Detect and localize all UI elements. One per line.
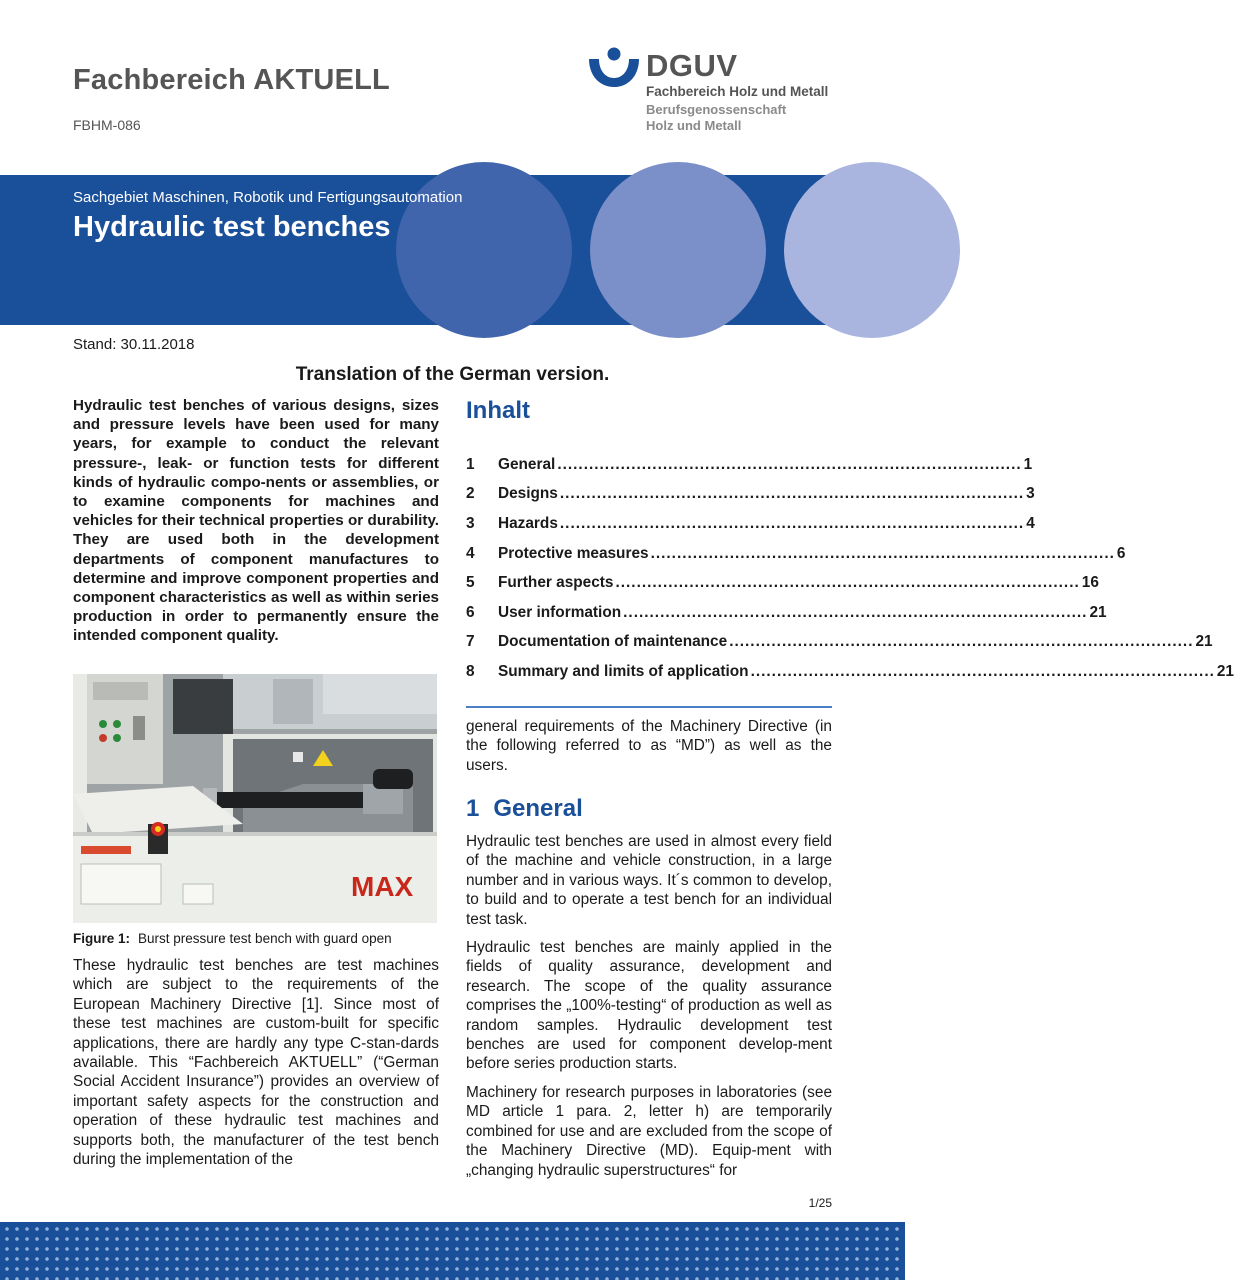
toc-item-number: 2 xyxy=(466,485,475,503)
figure-photo xyxy=(73,674,437,923)
toc-leader-dots: ........................................................................................ xyxy=(623,603,1088,621)
banner-subtitle: Sachgebiet Maschinen, Robotik und Fertigungsautomation xyxy=(73,189,463,206)
toc-item-page: 16 xyxy=(1081,574,1099,592)
title-banner xyxy=(0,175,905,325)
toc-item-further-aspects[interactable] xyxy=(466,568,1099,598)
toc-leader-dots: ........................................................................................ xyxy=(729,633,1194,651)
footer-dotted-band xyxy=(0,1222,905,1280)
test-bench-illustration xyxy=(73,674,437,923)
logo-line-3: Holz und Metall xyxy=(646,118,742,133)
toc-leader-dots: ........................................................................................ xyxy=(650,544,1115,562)
section-number: 1 xyxy=(466,795,480,822)
body-paragraph: Hydraulic test benches are used in almost every field of the machine and vehicle construction, in a large number and in various ways. It´s common to develop, to build and to operate a test bench for an individual test task. xyxy=(466,833,832,928)
toc-item-number: 4 xyxy=(466,544,475,562)
table-of-contents xyxy=(466,450,1234,687)
banner-circle-3 xyxy=(784,162,960,338)
document-header-title: Fachbereich AKTUELL xyxy=(73,64,390,96)
document-code: FBHM-086 xyxy=(73,117,141,133)
toc-divider xyxy=(466,706,832,708)
toc-item-page: 4 xyxy=(1026,514,1035,532)
figure-caption xyxy=(73,931,439,946)
section-general-body xyxy=(466,832,832,1189)
intro-paragraph: Hydraulic test benches of various designs, sizes and pressure levels have been used for many years, for example to conduct the relevant pressure-, leak- or function tests for different kinds of hydraulic compo-nents or assemblies, or to examine components for machines and vehicles for their technical properties or durability. They are used both in the development departments of component manufactures to determine and improve component properties and component characteristics as well as within series production in order to permanently ensure the intended component quality. xyxy=(73,397,439,645)
logo-line-2: Berufsgenossenschaft xyxy=(646,102,787,117)
body-paragraph: Machinery for research purposes in laboratories (see MD article 1 para. 2, letter h) are temporarily combined for use and are excluded from the scope of the Machinery Directive (MD). Equip-ment with „changing hydraulic superstructures“ for xyxy=(466,1083,832,1179)
toc-leader-dots: ........................................................................................ xyxy=(750,662,1215,680)
toc-item-number: 6 xyxy=(466,603,475,621)
dguv-figure-icon xyxy=(586,46,642,90)
toc-item-title: User information xyxy=(498,603,622,621)
toc-leader-dots: ........................................................................................ xyxy=(615,574,1080,592)
section-heading-general xyxy=(466,795,597,823)
toc-item-user-information[interactable] xyxy=(466,598,1107,628)
toc-item-page: 21 xyxy=(1216,662,1234,680)
toc-item-hazards[interactable] xyxy=(466,509,1035,539)
toc-item-title: Documentation of maintenance xyxy=(498,633,728,651)
banner-title: Hydraulic test benches xyxy=(73,211,391,243)
toc-item-number: 1 xyxy=(466,455,475,473)
toc-item-page: 21 xyxy=(1195,633,1213,651)
toc-heading: Inhalt xyxy=(466,397,530,424)
toc-item-documentation-of-maintenance[interactable] xyxy=(466,628,1213,658)
document-date: Stand: 30.11.2018 xyxy=(73,336,195,353)
body-paragraph: Hydraulic test benches are mainly applied in the fields of quality assurance, development and research. The scope of the quality assurance comprises the „100%-testing“ of production as well as random samples. Hydraulic development test benches are used for component develop-ment before series production starts. xyxy=(466,939,832,1073)
toc-item-title: General xyxy=(498,455,556,473)
toc-item-title: Hazards xyxy=(498,514,558,532)
toc-item-designs[interactable] xyxy=(466,480,1035,510)
figure-caption-text: Burst pressure test bench with guard open xyxy=(138,931,392,946)
logo-brand: DGUV xyxy=(646,48,738,83)
machine-brand-text: MAX xyxy=(351,871,414,902)
section-title: General xyxy=(493,795,583,822)
toc-item-title: Protective measures xyxy=(498,544,649,562)
toc-leader-dots: ........................................................................................ xyxy=(559,514,1025,532)
figure-label: Figure 1: xyxy=(73,931,131,946)
toc-item-summary[interactable] xyxy=(466,657,1234,687)
toc-item-general[interactable] xyxy=(466,450,1033,480)
translation-note: Translation of the German version. xyxy=(295,364,610,385)
toc-item-number: 5 xyxy=(466,574,475,592)
continuation-paragraph: general requirements of the Machinery Directive (in the following referred to as “MD”) as well as the users. xyxy=(466,718,832,774)
logo-line-1: Fachbereich Holz und Metall xyxy=(646,84,829,99)
toc-item-number: 8 xyxy=(466,662,475,680)
toc-item-number: 7 xyxy=(466,633,475,651)
toc-item-page: 21 xyxy=(1089,603,1107,621)
toc-item-title: Summary and limits of application xyxy=(498,662,749,680)
toc-item-page: 6 xyxy=(1116,544,1126,562)
banner-circle-2 xyxy=(590,162,766,338)
page-number: 1/25 xyxy=(808,1196,832,1210)
toc-leader-dots: ........................................................................................ xyxy=(559,485,1025,503)
toc-item-title: Further aspects xyxy=(498,574,614,592)
toc-item-title: Designs xyxy=(498,485,558,503)
toc-leader-dots: ........................................................................................ xyxy=(557,455,1022,473)
toc-item-protective-measures[interactable] xyxy=(466,539,1126,569)
dguv-logo xyxy=(586,46,846,136)
toc-item-number: 3 xyxy=(466,514,475,532)
toc-item-page: 1 xyxy=(1023,455,1033,473)
left-body-paragraph: These hydraulic test benches are test machines which are subject to the requirements of the European Machinery Directive [1]. Since most of these test machines are custom-built for specific applications, there are hardly any type C-stan-dards available. This “Fachbereich AKTUELL” (“German Social Accident Insurance”) provides an overview of important safety aspects for the construction and operation of these hydraulic test machines and supports both, the manufacturer of the test bench during the implementation of the xyxy=(73,957,439,1169)
toc-item-page: 3 xyxy=(1026,485,1035,503)
